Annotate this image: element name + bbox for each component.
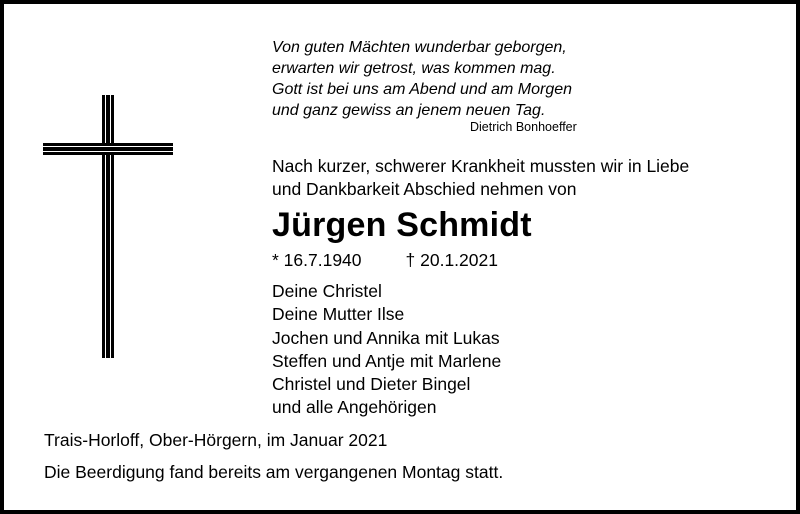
intro-line: und Dankbarkeit Abschied nehmen von xyxy=(272,179,577,199)
birth-date: * 16.7.1940 xyxy=(272,250,362,270)
life-dates xyxy=(272,250,498,271)
intro-text xyxy=(272,155,689,201)
mourner: Deine Christel xyxy=(272,281,382,301)
mourner: und alle Angehörigen xyxy=(272,397,437,418)
mourner: Christel und Dieter Bingel xyxy=(272,374,471,395)
place-and-date: Trais-Horloff, Ober-Hörgern, im Januar 2021 xyxy=(44,430,388,450)
poem-line: und ganz gewiss an jenem neuen Tag. xyxy=(272,102,546,119)
mourner: Steffen und Antje mit Marlene xyxy=(272,350,502,371)
poem-line: Gott ist bei uns am Abend und am Morgen xyxy=(272,81,573,98)
poem-author: Dietrich Bonhoeffer xyxy=(470,120,577,134)
intro-line: Nach kurzer, schwerer Krankheit mussten wir in Liebe xyxy=(272,156,690,176)
mourner: Deine Mutter Ilse xyxy=(272,304,405,325)
mourner: Jochen und Annika mit Lukas xyxy=(272,327,500,348)
deceased-name: Jürgen Schmidt xyxy=(272,206,532,244)
cross-horizontal-beam xyxy=(43,143,173,155)
death-date: † 20.1.2021 xyxy=(405,250,498,270)
cross-vertical-beam xyxy=(102,95,114,358)
mourners-list xyxy=(272,280,501,420)
funeral-note: Die Beerdigung fand bereits am vergangenen Montag statt. xyxy=(44,462,504,482)
poem xyxy=(272,37,572,121)
poem-line: Von guten Mächten wunderbar geborgen, xyxy=(272,39,567,56)
poem-line: erwarten wir getrost, was kommen mag. xyxy=(272,60,556,77)
cross-icon xyxy=(43,95,173,358)
